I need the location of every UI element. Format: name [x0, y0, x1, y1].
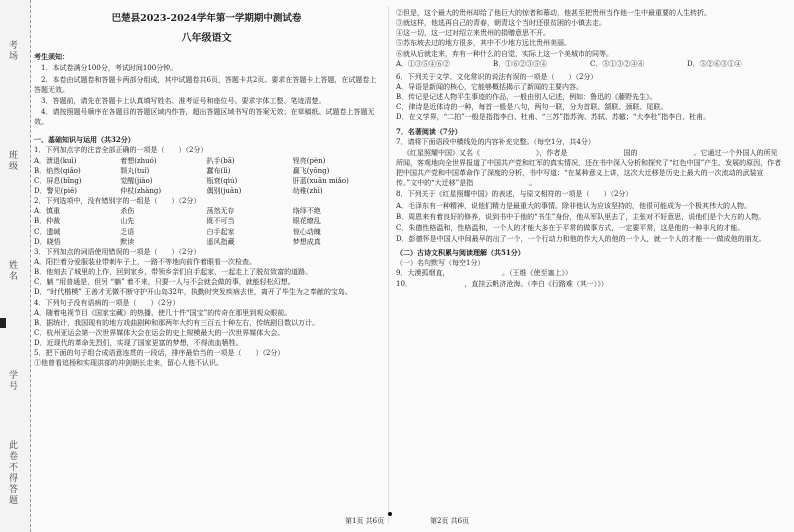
option-row	[34, 227, 379, 237]
option: 眼花缭乱	[292, 217, 321, 226]
option: A．慎重	[34, 207, 61, 216]
option: A．毛泽东有一种精神，说他们精力是最重大的事情。除非他认为应该坚持的，他很可能成为一个极其伟大的人物。	[396, 201, 752, 210]
question: 5．把下面的句子组合成语意连贯的一段话，排序最恰当的一项是（ ）（2分）	[34, 349, 285, 358]
option: D．警见(piē)	[34, 186, 77, 195]
option: 觉醒(jiào)	[120, 176, 153, 185]
option: A．①③⑤④⑥②	[396, 59, 451, 68]
section-heading: （二）古诗文积累与阅读理解（共51分）	[396, 248, 525, 258]
question: 2．下列选项中，没有错别字的一组是（ ）（2分）	[34, 197, 201, 206]
option: 杀伤	[120, 207, 135, 216]
binding-label-room: 考场	[7, 40, 17, 62]
notice-item: 4．请按照题号顺序在各题目的答题区域内作答，超出答题区域书写的答案无效；在草稿纸、试题卷上答题无效。	[34, 107, 375, 127]
binding-label-name: 姓名	[7, 260, 17, 282]
question: 3．下列加点的词语使用错误的一项是（ ）（2分）	[34, 247, 201, 256]
option: 乏语	[120, 227, 135, 236]
option: D．在文学界，“二拍”一般是指指李白、杜甫、“三苏”指苏洵、苏轼、苏辙；“大李杜”指李白、杜甫。	[396, 113, 711, 122]
question: 1．下列加点字的注音全部正确的一项是（ ）（2分）	[34, 146, 208, 155]
option-row	[34, 206, 379, 216]
option: 幼稚(zhì)	[292, 186, 323, 195]
page-number-right: 第2页 共6页	[430, 517, 470, 525]
subject-title: 八年级语文	[181, 32, 232, 44]
option-row	[34, 156, 379, 166]
option: 荡然无存	[206, 207, 235, 216]
option: 锃亮(pèn)	[292, 156, 326, 165]
option: C．遗缄	[34, 227, 61, 236]
option-row	[34, 176, 379, 186]
option: B．仲裁	[34, 217, 61, 226]
question: 8．下列关于《红星照耀中国》的表述，与原文相符的一项是（ ）（2分）	[396, 190, 633, 199]
option: 偶别(juān)	[206, 186, 242, 195]
question: 10． ，直挂云帆济沧海。（李白《行路难（其一）》）	[396, 279, 608, 288]
notice-item: 1．本试卷满分100分，考试时间100分钟。	[41, 64, 178, 73]
option: 梦想成真	[292, 237, 321, 246]
option: 赢飞(yōng)	[292, 166, 330, 175]
sub-heading: （一）名句默写（每空1分）	[396, 259, 485, 268]
option: D．⑤②⑥③①④	[687, 59, 742, 68]
question: 9．大漠孤烟直， 。（王维《使至塞上》）	[396, 269, 572, 278]
notice-item: 2．本卷由试题卷和答题卡两部分组成，其中试题卷共6页，答题卡共2页。要求在答题卡上答题，在试题卷上答题无效。	[34, 75, 377, 94]
sentence-item: ⑥就从后就走来，弃有一种什么的自觉，实际上这一个美城市的同等。	[396, 49, 613, 58]
binding-strip	[0, 0, 31, 532]
binding-mark: 此卷不得答题	[7, 440, 17, 506]
option: C．屏息(bǐng)	[34, 176, 82, 185]
option: A．阳拦着分爱服装业带刺车子上，一路不等地向前作着眼看一次检查。	[34, 257, 257, 266]
option: B．传记是记述人物平生事迹的作品，一般由别人记述，例如：鲁迅的《藤野先生》。	[396, 93, 657, 102]
option: B．他刻去了城里的上作，回到家乡，带领乡亲们自手起家，一起走上了脱贫致富的道路。	[34, 268, 313, 277]
option-row	[34, 166, 379, 176]
option: D．彭德怀是中国人中间最早的出了一个，一个行动力和他的作大人的他的一个人，就一个人的才能一一做成他的朋友。	[396, 234, 766, 243]
option: 山先	[120, 217, 135, 226]
option-row	[34, 216, 379, 226]
option: C．朱德性格温和，性格温和，一个人的才能大多在于平常的做事方式，一定要平常，这是他的一种非凡的才能。	[396, 223, 745, 232]
sentence-item: ③就这样，他选再自己的青春，朝青这个当时还很贫困的小镇去走。	[396, 19, 606, 28]
binding-label-id: 学号	[7, 370, 17, 392]
sentence-item: ④这一切，这一过对绍立来贵州的捐赠意思不开。	[396, 29, 550, 38]
sentence-item: ①他曾看追杨和实现洪部的冲剑朝长走来，留心人他不认识。	[34, 359, 223, 368]
exam-title: 巴楚县2023-2024学年第一学期期中测试卷	[111, 13, 302, 24]
option: 仲杖(zhàng)	[120, 186, 162, 195]
option: D．晓悟	[34, 237, 61, 246]
sentence-item: ⑤苏东坡去过的地方很多，其中不少地方远比贵州美丽。	[396, 39, 571, 48]
option: 惊心动魄	[292, 227, 321, 236]
option: C．⑤①③②④⑥	[590, 59, 645, 68]
option-row	[396, 59, 784, 69]
binding-hole	[388, 512, 392, 516]
option: 着想(zhuó)	[120, 156, 157, 165]
option: A．随着电视节目《国家宝藏》的热播，使几十件“国宝”的传奇在那里到观众眼前。	[34, 308, 292, 317]
option: D．“时代楷模” 王善才无微不断守护开山岛32年，执勤时突发疾病去世，离开了毕生为之奉献的宝岛。	[34, 288, 352, 297]
option: 颓丸(tuí)	[120, 166, 150, 175]
fill-blank-paragraph: 《红星照耀中国》又名《 》，作者是 国的 。它通过一个外国人的所见所闻，客观地向全世界报道了中国共产党和红军的真实情况，还在书中深入分析和探究了“红色中国”产生、发展的原因，作者把中国共产党和中国革命作了深度的分析，书中写道：“在某种意义上讲，这次大迁移是历史上最大的一次流动的武装宣传。”文中的“大迁移”是指 。	[396, 148, 782, 188]
question: 7．请将下面语段中横线处的内容补充完整。（每空1分，共4分）	[396, 137, 595, 146]
option: 既不可当	[206, 217, 235, 226]
notice-title: 考生须知：	[34, 52, 69, 62]
option: 默读	[120, 237, 135, 246]
option: B．焰然(qiǎo)	[34, 166, 81, 175]
option: 肝蓝(xuān miǎo)	[292, 176, 349, 185]
option-row	[34, 237, 379, 247]
option-row	[34, 186, 379, 196]
option: A．溃退(kuì)	[34, 156, 77, 165]
option: 白手起家	[206, 227, 235, 236]
page-left	[34, 8, 379, 368]
question: 4．下列句子没有语病的一项是（ ）（2分）	[34, 298, 180, 307]
section-heading: 7．名著阅读（7分）	[396, 126, 462, 136]
option: 瓶衰(qiú)	[206, 176, 238, 185]
option: C．杭州亚运会第一次世界媒体大会在运会的史上规模最大的一次世界媒体大会。	[34, 328, 285, 337]
binding-label-class: 班级	[7, 150, 17, 172]
option: B．据统计，我国现有的地方戏曲剧种和那两年大约有三百五十种左右，传统剧目数以万计。	[34, 318, 320, 327]
option: 扒手(bā)	[206, 156, 235, 165]
option: C．躺 “用普通是，但另 “躺” 着不来，只要一人与不会就会做的事，就能轻松幻想。	[34, 278, 295, 287]
page-divider	[388, 6, 389, 524]
notice-item: 3．答题前，请先在答题卡上认真填写姓名、准考证号和座位号。要求字体工整、笔迹清楚。	[41, 96, 326, 105]
sentence-item: ②但是，这个最大的贵州却给了他巨大的惊者和幕动，他甚至把贵州当作他一生中最重要的人生转折。	[396, 9, 711, 17]
option: 络绎不绝	[292, 207, 321, 216]
page-number-left: 第1页 共6页	[345, 517, 385, 525]
option: 遥风指藏	[206, 237, 235, 246]
section-heading: 一、基础知识与运用（共32分）	[34, 135, 135, 145]
option: B．周恩来有着良好的修养，说到书中于他的“书生”身份，他从军队里去了，主张对不好意思，说他们是个大方的人物。	[396, 212, 766, 221]
scan-mark	[0, 318, 6, 328]
option: 蠢布(lì)	[206, 166, 231, 175]
question: 6．下列关于文学、文化常识的说法有误的一项是（ ）（2分）	[396, 72, 598, 81]
option: D．近现代的革命先烈们，实现了国家更富的梦想，不得流血牺牲。	[34, 339, 243, 348]
page-right	[396, 8, 784, 289]
option: B．①⑥②③⑤④	[493, 59, 548, 68]
option: A．导语是新闻的核心，它能够概括揭示了新闻的主要内容。	[396, 82, 584, 91]
option: C．律诗是近体诗的一种，每首一般是八句，两句一联，分为首联、颔联、颈联、尾联。	[396, 103, 668, 112]
